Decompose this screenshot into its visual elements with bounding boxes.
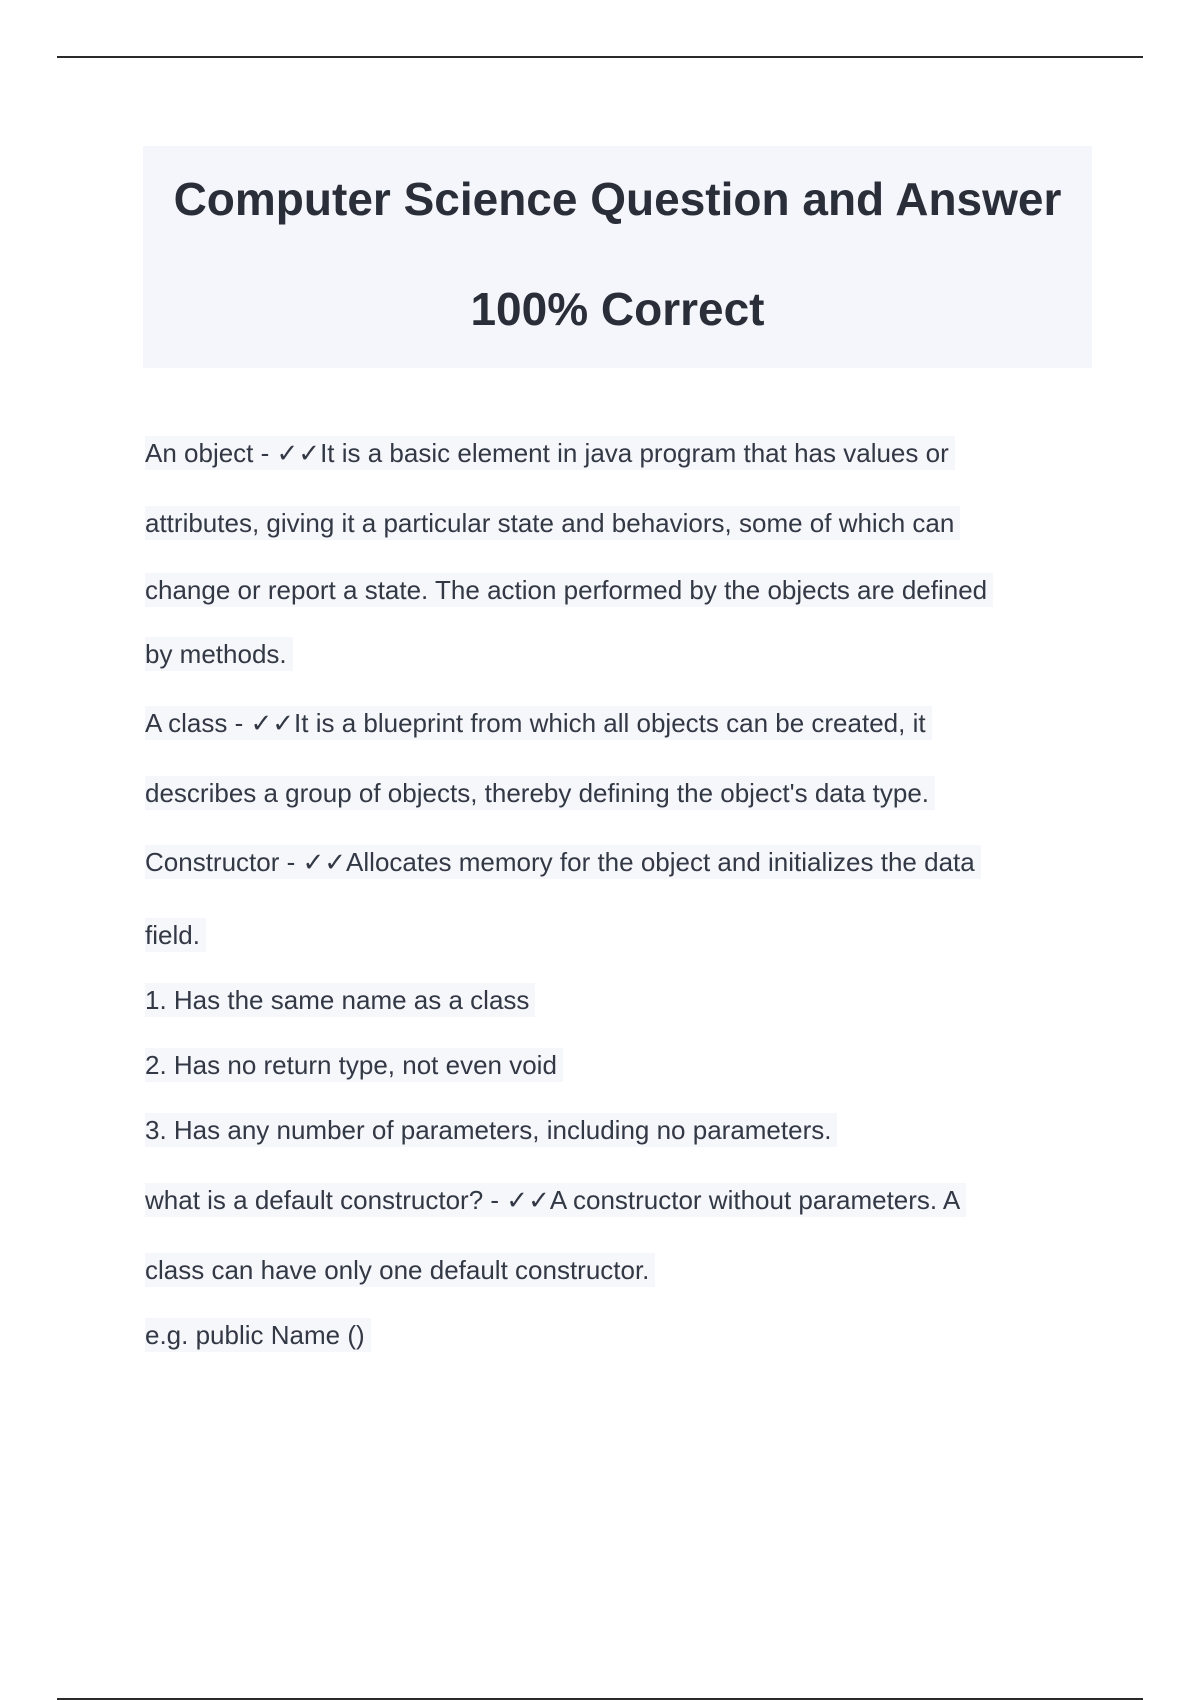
text-line: by methods. bbox=[145, 637, 293, 671]
text-line: what is a default constructor? - ✓✓A constructor without parameters. A bbox=[145, 1183, 966, 1217]
text-line: e.g. public Name () bbox=[145, 1318, 371, 1352]
text-line: change or report a state. The action performed by the objects are defined bbox=[145, 573, 993, 607]
text-line: 3. Has any number of parameters, including no parameters. bbox=[145, 1113, 837, 1147]
text-line: A class - ✓✓It is a blueprint from which all objects can be created, it bbox=[145, 706, 932, 740]
text-line: describes a group of objects, thereby defining the object's data type. bbox=[145, 776, 935, 810]
text-line: 1. Has the same name as a class bbox=[145, 983, 535, 1017]
text-line: field. bbox=[145, 918, 206, 952]
text-line: An object - ✓✓It is a basic element in java program that has values or bbox=[145, 436, 955, 470]
text-line: class can have only one default constructor. bbox=[145, 1253, 655, 1287]
document-title: Computer Science Question and Answer bbox=[173, 173, 1062, 225]
title-block bbox=[143, 146, 1092, 368]
document-subtitle: 100% Correct bbox=[470, 283, 765, 335]
text-line: 2. Has no return type, not even void bbox=[145, 1048, 563, 1082]
top-rule bbox=[57, 56, 1143, 58]
text-line: attributes, giving it a particular state and behaviors, some of which can bbox=[145, 506, 960, 540]
text-line: Constructor - ✓✓Allocates memory for the object and initializes the data bbox=[145, 845, 981, 879]
